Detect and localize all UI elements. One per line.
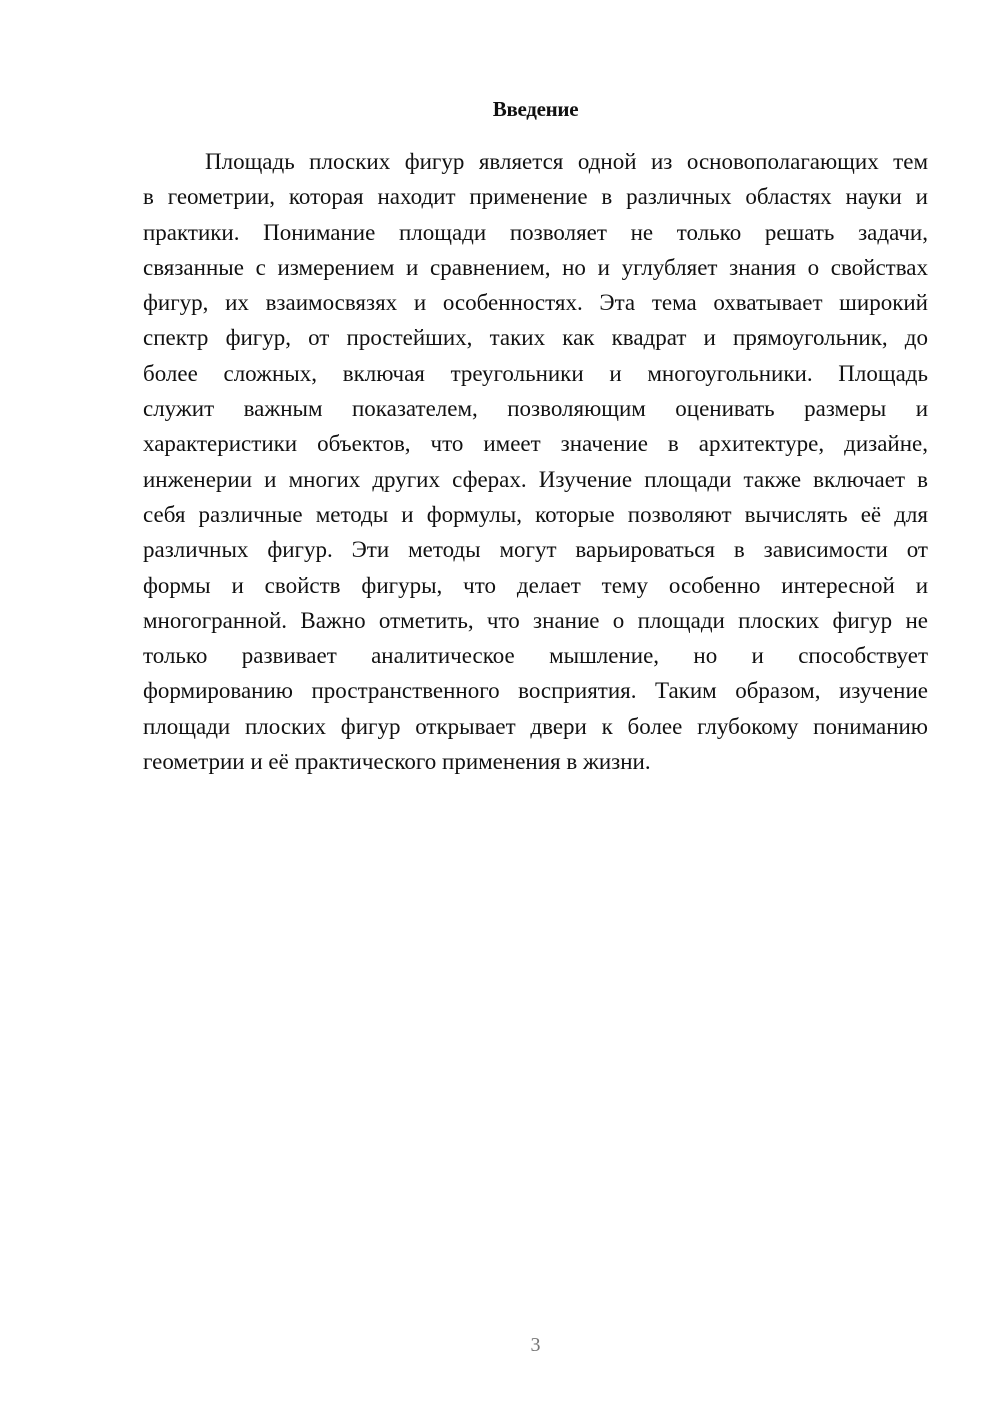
section-heading: Введение	[492, 97, 579, 121]
paragraph-line: связанные с измерением и сравнением, но и углубляет знания о свойствах	[143, 254, 928, 280]
paragraph-line: формированию пространственного восприятия. Таким образом, изучение	[143, 678, 928, 704]
paragraph-line: в геометрии, которая находит применение в различных областях науки и	[143, 184, 928, 210]
paragraph-line: более сложных, включая треугольники и многоугольники. Площадь	[143, 360, 928, 386]
paragraph-line: многогранной. Важно отметить, что знание о площади плоских фигур не	[143, 607, 928, 633]
body-paragraph	[143, 144, 928, 779]
paragraph-line: Площадь плоских фигур является одной из основополагающих тем	[205, 149, 928, 174]
paragraph-line: геометрии и её практического применения в жизни.	[143, 749, 651, 775]
page-number: 3	[530, 1334, 541, 1356]
paragraph-line: фигур, их взаимосвязях и особенностях. Эта тема охватывает широкий	[143, 290, 928, 316]
paragraph-line: формы и свойств фигуры, что делает тему особенно интересной и	[143, 572, 928, 598]
paragraph-line: различных фигур. Эти методы могут варьироваться в зависимости от	[143, 537, 928, 563]
paragraph-line: спектр фигур, от простейших, таких как квадрат и прямоугольник, до	[143, 325, 928, 351]
paragraph-line: площади плоских фигур открывает двери к более глубокому пониманию	[143, 713, 928, 739]
paragraph-line: характеристики объектов, что имеет значение в архитектуре, дизайне,	[143, 431, 928, 457]
paragraph-line: служит важным показателем, позволяющим оценивать размеры и	[143, 396, 928, 422]
paragraph-line: практики. Понимание площади позволяет не только решать задачи,	[143, 219, 928, 245]
paragraph-line: только развивает аналитическое мышление, но и способствует	[143, 643, 928, 669]
paragraph-line: себя различные методы и формулы, которые позволяют вычислять её для	[143, 501, 928, 527]
paragraph-line: инженерии и многих других сферах. Изучение площади также включает в	[143, 466, 928, 492]
